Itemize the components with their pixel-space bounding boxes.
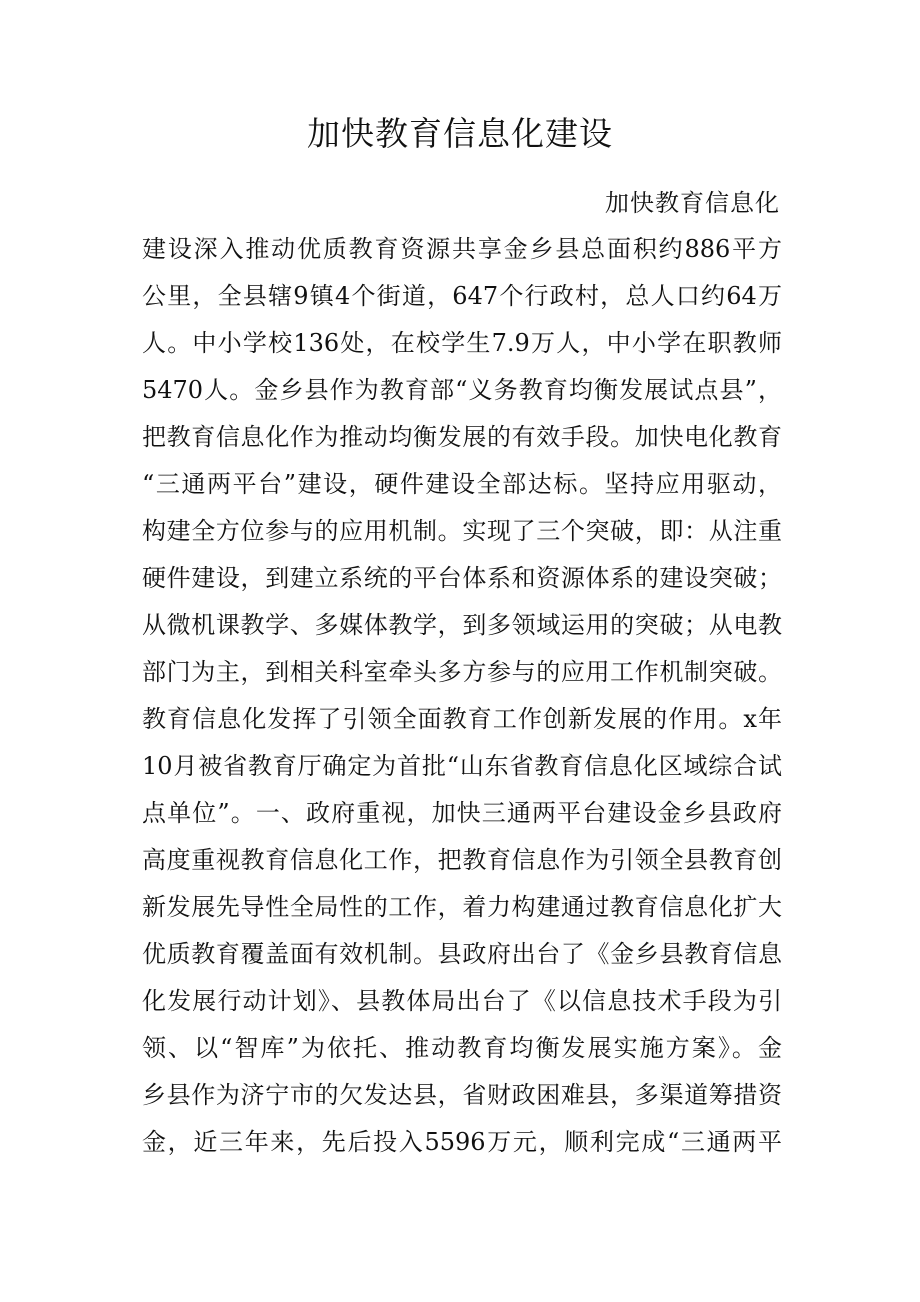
- body-line: 构建全方位参与的应用机制。实现了三个突破，即：从注重: [142, 517, 782, 545]
- body-line: 高度重视教育信息化工作，把教育信息作为引领全县教育创: [142, 846, 782, 874]
- body-line: “三通两平台”建设，硬件建设全部达标。坚持应用驱动，: [142, 470, 782, 498]
- document-title: 加快教育信息化建设: [307, 114, 613, 153]
- document-subtitle: 加快教育信息化: [605, 189, 780, 217]
- body-line: 领、以“智库”为依托、推动教育均衡发展实施方案》。金: [142, 1034, 782, 1062]
- body-line: 5470人。金乡县作为教育部“义务教育均衡发展试点县”，: [142, 376, 782, 404]
- body-line: 建设深入推动优质教育资源共享金乡县总面积约886平方: [142, 235, 782, 263]
- document-body: [142, 226, 782, 1166]
- body-line: 硬件建设，到建立系统的平台体系和资源体系的建设突破；: [142, 564, 782, 592]
- body-line: 点单位”。一、政府重视，加快三通两平台建设金乡县政府: [142, 799, 782, 827]
- body-line: 化发展行动计划》、县教体局出台了《以信息技术手段为引: [142, 987, 782, 1015]
- body-line: 部门为主，到相关科室牵头多方参与的应用工作机制突破。: [142, 658, 782, 686]
- body-line: 金，近三年来，先后投入5596万元，顺利完成“三通两平: [142, 1128, 782, 1156]
- body-line: 优质教育覆盖面有效机制。县政府出台了《金乡县教育信息: [142, 940, 782, 968]
- body-line: 公里，全县辖9镇4个街道，647个行政村，总人口约64万: [142, 282, 782, 310]
- body-line: 10月被省教育厅确定为首批“山东省教育信息化区域综合试: [142, 752, 782, 780]
- body-line: 新发展先导性全局性的工作，着力构建通过教育信息化扩大: [142, 893, 782, 921]
- body-line: 人。中小学校136处，在校学生7.9万人，中小学在职教师: [142, 329, 782, 357]
- body-line: 教育信息化发挥了引领全面教育工作创新发展的作用。x年: [142, 705, 782, 733]
- body-line: 从微机课教学、多媒体教学，到多领域运用的突破；从电教: [142, 611, 782, 639]
- body-line: 乡县作为济宁市的欠发达县，省财政困难县，多渠道筹措资: [142, 1081, 782, 1109]
- body-line: 把教育信息化作为推动均衡发展的有效手段。加快电化教育: [142, 423, 782, 451]
